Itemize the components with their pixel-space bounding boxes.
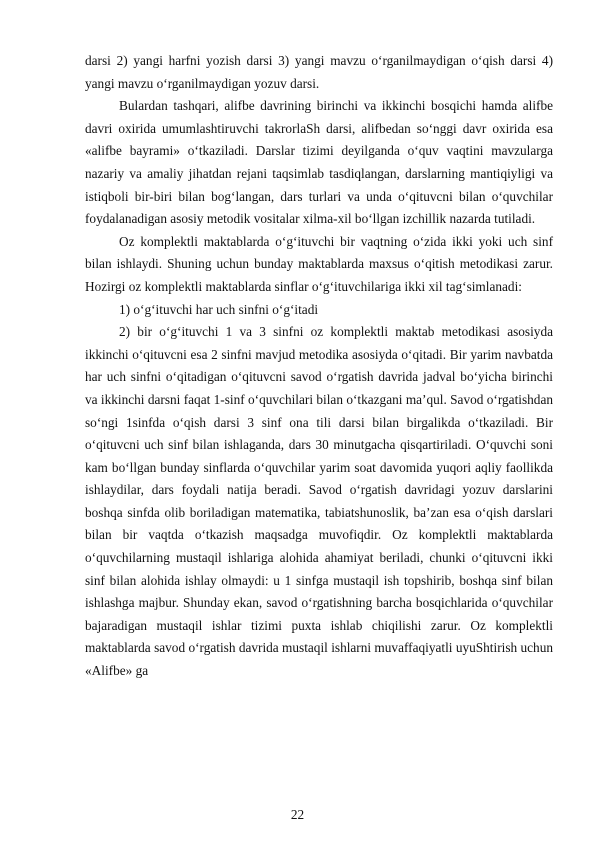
paragraph-lesson-system: Bulardan tashqari, alifbe davrining birinchi va ikkinchi bosqichi hamda alifbe davri oxirida umumlashtiruvchi takrorlaSh darsi, alifbedan so‘nggi davr oxirida esa «alifbe bayrami» o‘tkaziladi. Darslar tizimi deyilganda o‘quv vaqtini mavzularga nazariy va amaliy jihatdan rejani taqsimlab tasdiqlangan, darslarning mantiqiyligi va istiqboli bir-biri bilan bog‘langan, dars turlari va unda o‘qituvcni bilan o‘quvchilar foydalanadigan asosiy metodik vositalar xilma-xil bo‘llgan izchillik nazarda tutiladi. [85,98,553,227]
paragraph-list-item-1: 1) o‘g‘ituvchi har uch sinfni o‘g‘itadi [119,301,319,317]
document-page [85,50,553,683]
paragraph-continuation: darsi 2) yangi harfni yozish darsi 3) yangi mavzu o‘rganilmaydigan o‘qish darsi 4) yangi mavzu o‘rganilmaydigan yozuv darsi. [85,53,553,91]
paragraph-small-schools: Oz komplektli maktablarda o‘g‘ituvchi bir vaqtning o‘zida ikki yoki uch sinf bilan ishlaydi. Shuning uchun bunday maktablarda maxsus o‘qitish metodikasi zarur. Hozirgi oz komplektli maktablarda sinflar o‘g‘ituvchilariga ikki xil tag‘simlanadi: [85,233,553,294]
paragraph-list-item-2: 2) bir o‘g‘ituvchi 1 va 3 sinfni oz komplektli maktab metodikasi asosiyda ikkinchi o‘qituvcni esa 2 sinfni mavjud metodika asosiyda o‘qitadi. Bir yarim navbatda har uch sinfni o‘qitadigan o‘qituvcni savod o‘rgatish davrida jadval bo‘yicha birinchi va ikkinchi darsni faqat 1-sinf o‘quvchilari bilan o‘tkazgani ma’qul. Savod o‘rgatishdan so‘ngi 1sinfda o‘qish darsi 3 sinf ona tili darsi bilan birgalikda o‘tkaziladi. Bir o‘qituvcni uch sinf bilan ishlaganda, dars 30 minutgacha qisqartiriladi. O‘quvchi soni kam bo‘llgan bunday sinflarda o‘quvchilar yarim soat davomida yuqori aqliy faollikda ishlaydilar, dars foydali natija beradi. Savod o‘rgatish davridagi yozuv darslarini boshqa sinfda olib boriladigan matematika, tabiatshunoslik, ba’zan esa o‘qish darslari bilan bir vaqtda o‘tkazish maqsadga muvofiqdir. Oz komplektli maktablarda o‘quvchilarning mustaqil ishlariga alohida ahamiyat beriladi, chunki o‘qituvcni ikki sinf bilan alohida ishlay olmaydi: u 1 sinfga mustaqil ish topshirib, boshqa sinf bilan ishlashga majbur. Shunday ekan, savod o‘rgatishning barcha bosqichlarida o‘quvchilar bajaradigan mustaqil ishlar tizimi puxta ishlab chiqilishi zarur. Oz komplektli maktablarda savod o‘rgatish davrida mustaqil ishlarni muvaffaqiyatli uyuShtirish uchun «Alifbe» ga [85,324,553,679]
page-number: 22 [290,807,305,822]
